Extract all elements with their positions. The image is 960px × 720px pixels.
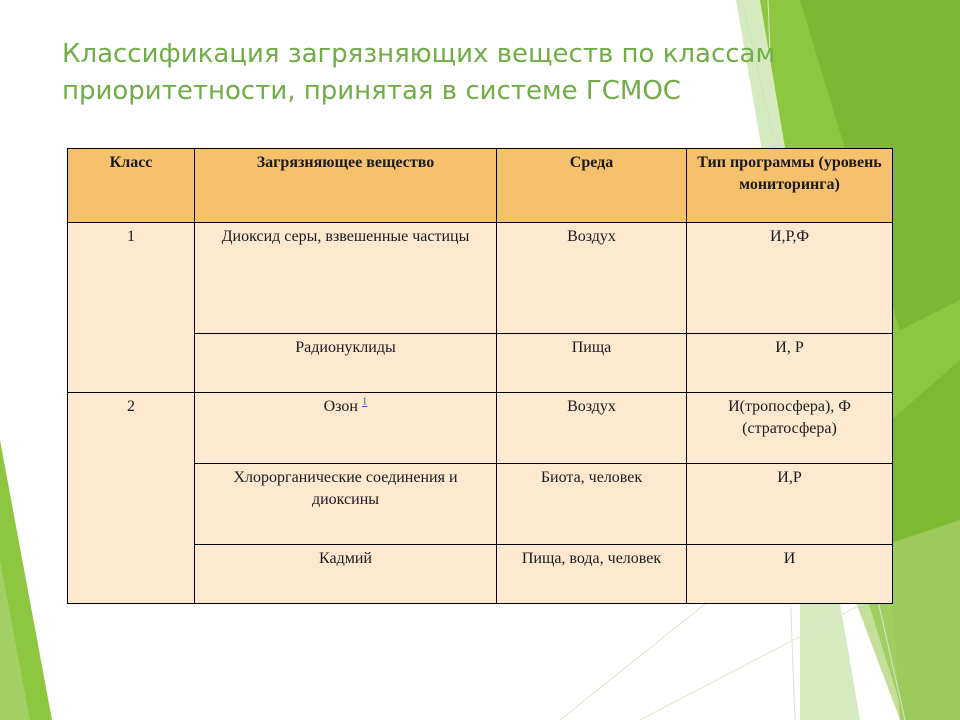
header-medium: Среда — [497, 149, 687, 223]
priority-classification-table — [67, 148, 893, 604]
program-cell: И,Р,Ф — [687, 223, 893, 334]
table-row — [68, 223, 893, 334]
substance-text: Озон — [323, 398, 358, 415]
substance-cell — [195, 393, 497, 464]
medium-cell: Пища — [497, 334, 687, 393]
program-cell: И, Р — [687, 334, 893, 393]
program-cell: И(тропосфера), Ф (стратосфера) — [687, 393, 893, 464]
medium-cell: Пища, вода, человек — [497, 545, 687, 604]
footnote-link[interactable]: 1 — [361, 395, 368, 408]
table-header-row — [68, 149, 893, 223]
program-cell: И — [687, 545, 893, 604]
class-cell: 1 — [68, 223, 195, 393]
medium-cell: Воздух — [497, 393, 687, 464]
substance-cell: Диоксид серы, взвешенные частицы — [195, 223, 497, 334]
substance-cell: Радионуклиды — [195, 334, 497, 393]
header-class: Класс — [68, 149, 195, 223]
substance-cell: Кадмий — [195, 545, 497, 604]
medium-cell: Биота, человек — [497, 464, 687, 545]
class-cell: 2 — [68, 393, 195, 604]
table-row — [68, 393, 893, 464]
header-substance: Загрязняющее вещество — [195, 149, 497, 223]
program-cell: И,Р — [687, 464, 893, 545]
header-program: Тип программы (уровень мониторинга) — [687, 149, 893, 223]
substance-cell: Хлорорганические соединения и диоксины — [195, 464, 497, 545]
slide-title: Классификация загрязняющих веществ по классам приоритетности, принятая в системе ГСМОС — [62, 39, 776, 106]
medium-cell: Воздух — [497, 223, 687, 334]
